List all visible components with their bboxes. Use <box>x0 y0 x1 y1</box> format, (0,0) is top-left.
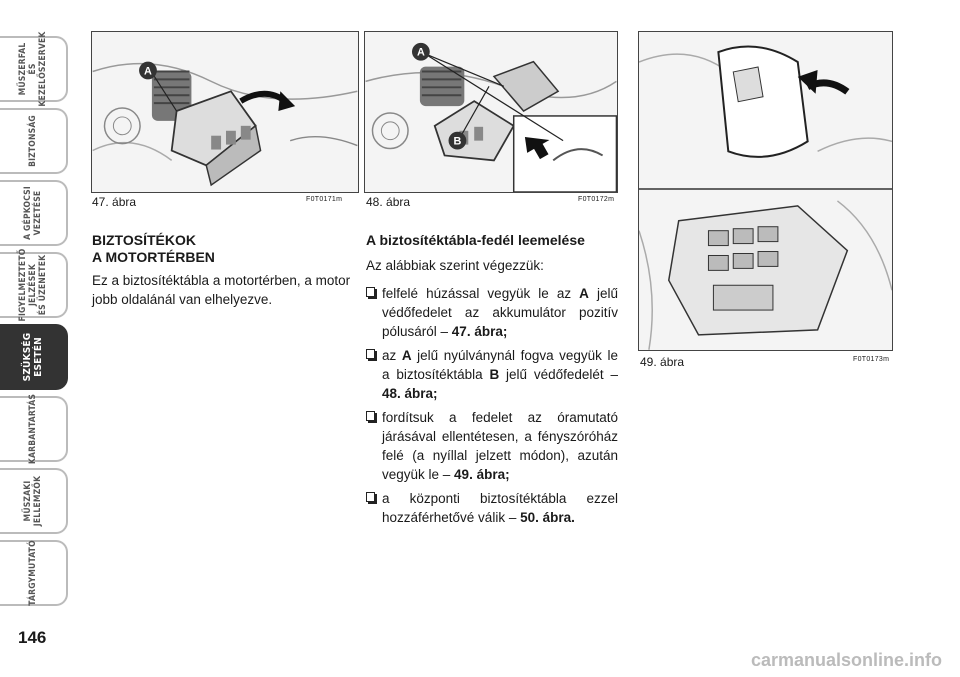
heading-line-2: A MOTORTÉRBEN <box>92 249 215 265</box>
list-item: a központi biztosítéktábla ezzel hozzáférhetővé válik – 50. ábra. <box>366 489 618 527</box>
callout-label: A <box>144 65 152 78</box>
tab-biztonsag[interactable] <box>0 108 68 174</box>
list-item: felfelé húzással vegyük le az A jelű védőfedelet az akkumulátor pozitív pólusáról – 47. ábra; <box>366 284 618 341</box>
figure-48-caption: 48. ábra <box>366 195 411 209</box>
tab-karbantartas[interactable] <box>0 393 68 465</box>
page-number: 146 <box>18 628 47 647</box>
tab-muszerfal[interactable] <box>0 31 68 107</box>
figure-47-code: F0T0171m <box>306 196 343 203</box>
steps-list <box>366 284 618 532</box>
tab-gepkocsi-vezetese[interactable] <box>0 180 68 246</box>
checkbox-bullet-icon <box>366 411 375 421</box>
figure-48-illustration <box>364 31 618 193</box>
figure-47-illustration <box>91 31 359 193</box>
callout-label-b: B <box>453 135 462 148</box>
section-heading <box>92 232 215 266</box>
tab-label: A GÉPKOCSI VEZETÉSE <box>23 186 43 240</box>
heading-line-1: BIZTOSÍTÉKOK <box>92 232 196 248</box>
checkbox-bullet-icon <box>366 287 375 297</box>
list-item: fordítsuk a fedelet az óramutató járásával ellentétesen, a fényszóróház felé (a nyíllal jelzett módon), azután vegyük le – 49. ábra; <box>366 408 618 484</box>
tab-label: MŰSZERFAL ÉS KEZELŐSZERVEK <box>18 31 48 107</box>
body-paragraph: Ez a biztosítéktábla a motortérben, a motor jobb oldalánál van elhelyezve. <box>92 273 351 307</box>
watermark: carmanualsonline.info <box>750 650 942 670</box>
tab-label: FIGYELMEZTETŐ JELZÉSEK ÉS ÜZENETEK <box>18 248 48 322</box>
figure-49-caption: 49. ábra <box>640 355 685 369</box>
tab-label: SZÜKSÉG ESETÉN <box>22 332 44 382</box>
tab-label: MŰSZAKI JELLEMZŐK <box>23 475 43 527</box>
checkbox-bullet-icon <box>366 349 375 359</box>
tab-targymutato[interactable] <box>0 540 68 606</box>
subsection-heading: A biztosítéktábla-fedél leemelése <box>366 232 585 248</box>
tab-label: TÁRGYMUTATÓ <box>28 540 38 606</box>
figure-47-caption: 47. ábra <box>92 195 137 209</box>
figure-49-illustration <box>638 31 893 351</box>
tab-label: BIZTONSÁG <box>28 115 38 167</box>
tab-label: KARBANTARTÁS <box>28 393 38 465</box>
callout-label-a: A <box>416 46 425 59</box>
chapter-tabs <box>0 0 72 677</box>
intro-text: Az alábbiak szerint végezzük: <box>366 258 544 273</box>
figure-48-code: F0T0172m <box>578 196 615 203</box>
list-item: az A jelű nyúlványnál fogva vegyük le a biztosítéktábla B jelű védőfedelét – 48. ábra; <box>366 346 618 403</box>
tab-figyelmezteto-jelzesek[interactable] <box>0 248 68 322</box>
tab-szukseg-eseten[interactable] <box>0 324 68 390</box>
figure-49-code: F0T0173m <box>853 356 890 363</box>
checkbox-bullet-icon <box>366 492 375 502</box>
tab-muszaki-jellemzok[interactable] <box>0 468 68 534</box>
